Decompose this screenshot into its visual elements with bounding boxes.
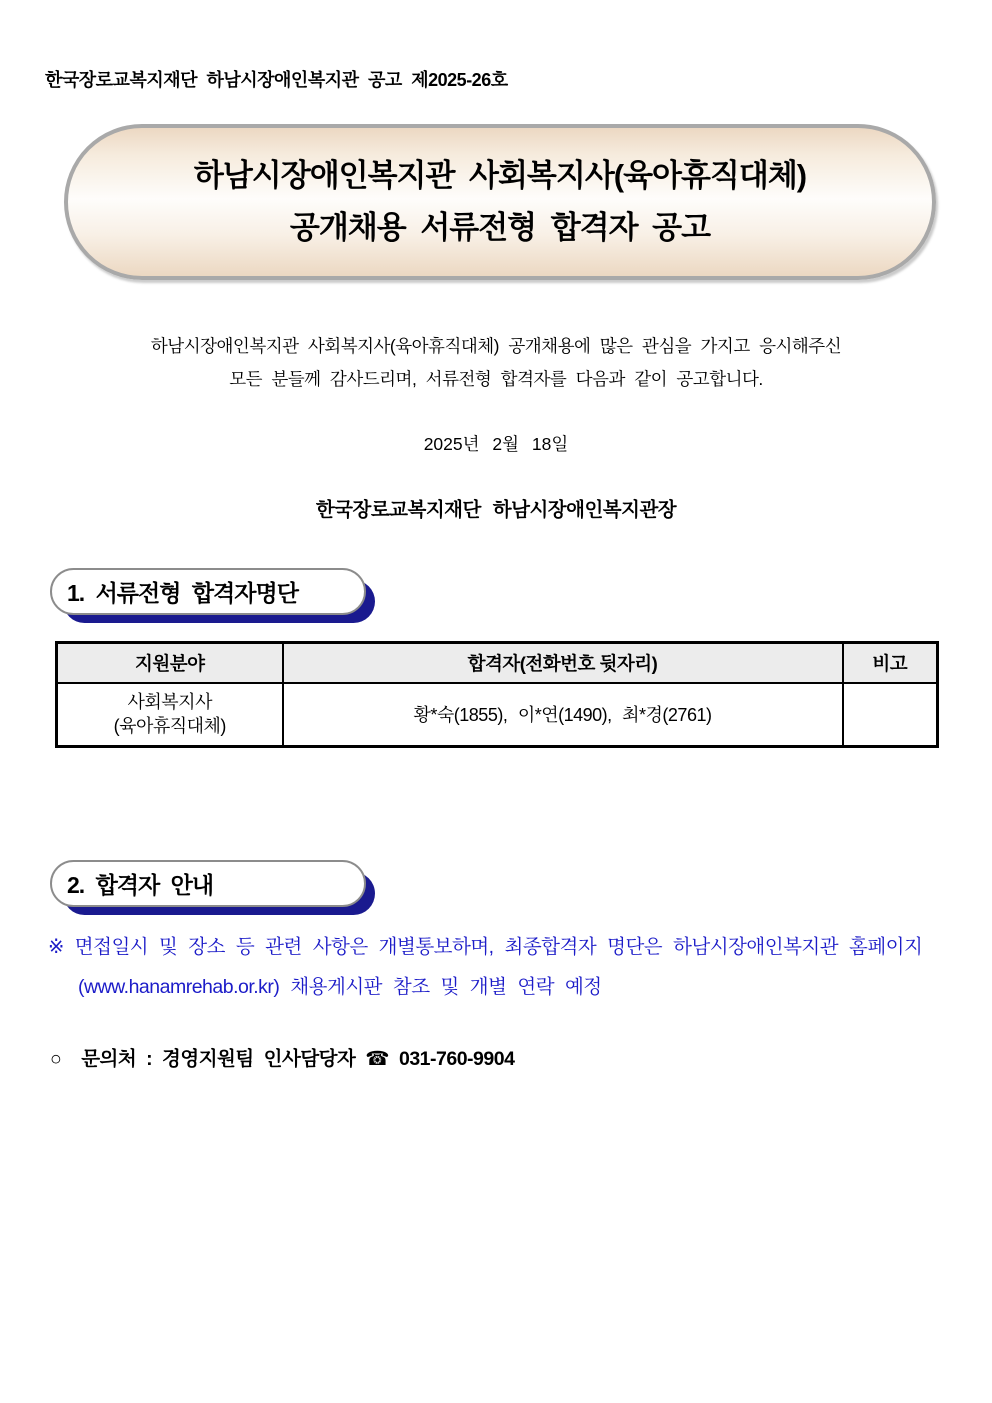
table-header-passers: 합격자(전화번호 뒷자리) <box>283 643 843 683</box>
table-header-row <box>57 643 938 683</box>
intro-line-2: 모든 분들께 감사드리며, 서류전형 합격자를 다음과 같이 공고합니다. <box>229 369 763 389</box>
table-cell-note <box>843 683 938 747</box>
category-line-2: (육아휴직대체) <box>113 716 226 737</box>
contact-label: 문의처 : 경영지원팀 인사담당자 <box>81 1048 356 1070</box>
section-1-heading <box>50 568 366 615</box>
section-2-heading <box>50 860 366 907</box>
banner-title-line-1: 하남시장애인복지관 사회복지사(육아휴직대체) <box>193 158 807 193</box>
contact-phone-number: 031-760-9904 <box>398 1048 515 1070</box>
announcement-date: 2025년 2월 18일 <box>423 434 569 454</box>
table-header-category: 지원분야 <box>57 643 283 683</box>
issuer-signature: 한국장로교복지재단 하남시장애인복지관장 <box>315 499 677 521</box>
title-banner <box>64 124 936 280</box>
category-line-1: 사회복지사 <box>127 692 212 713</box>
table-row <box>57 683 938 747</box>
interview-notice-paragraph <box>48 927 942 1007</box>
interview-notice-line-1: 면접일시 및 장소 등 관련 사항은 개별통보하며, 최종합격자 명단은 하남시장애인복지관 <box>74 936 839 958</box>
reference-mark-icon: ※ <box>48 936 64 958</box>
circle-bullet-icon: ○ <box>50 1048 62 1070</box>
section-2-title: 2. 합격자 안내 <box>67 872 214 898</box>
banner-title-line-2: 공개채용 서류전형 합격자 공고 <box>289 210 711 245</box>
section-1-title: 1. 서류전형 합격자명단 <box>67 580 298 606</box>
notice-number-line: 한국장로교복지재단 하남시장애인복지관 공고 제2025-26호 <box>45 70 508 90</box>
table-cell-category <box>57 683 283 747</box>
phone-icon: ☎ <box>365 1048 390 1070</box>
interview-notice-line-2: 홈페이지(www.hanamrehab.or.kr) 채용게시판 참조 및 개별 연락 예정 <box>78 936 923 998</box>
contact-info-line <box>50 1043 992 1071</box>
intro-line-1: 하남시장애인복지관 사회복지사(육아휴직대체) 공개채용에 많은 관심을 가지고 응시해주신 <box>150 336 842 356</box>
passers-table <box>55 641 939 748</box>
intro-paragraph <box>0 330 992 396</box>
table-header-note: 비고 <box>843 643 938 683</box>
table-cell-passers: 황*숙(1855), 이*연(1490), 최*경(2761) <box>283 683 843 747</box>
